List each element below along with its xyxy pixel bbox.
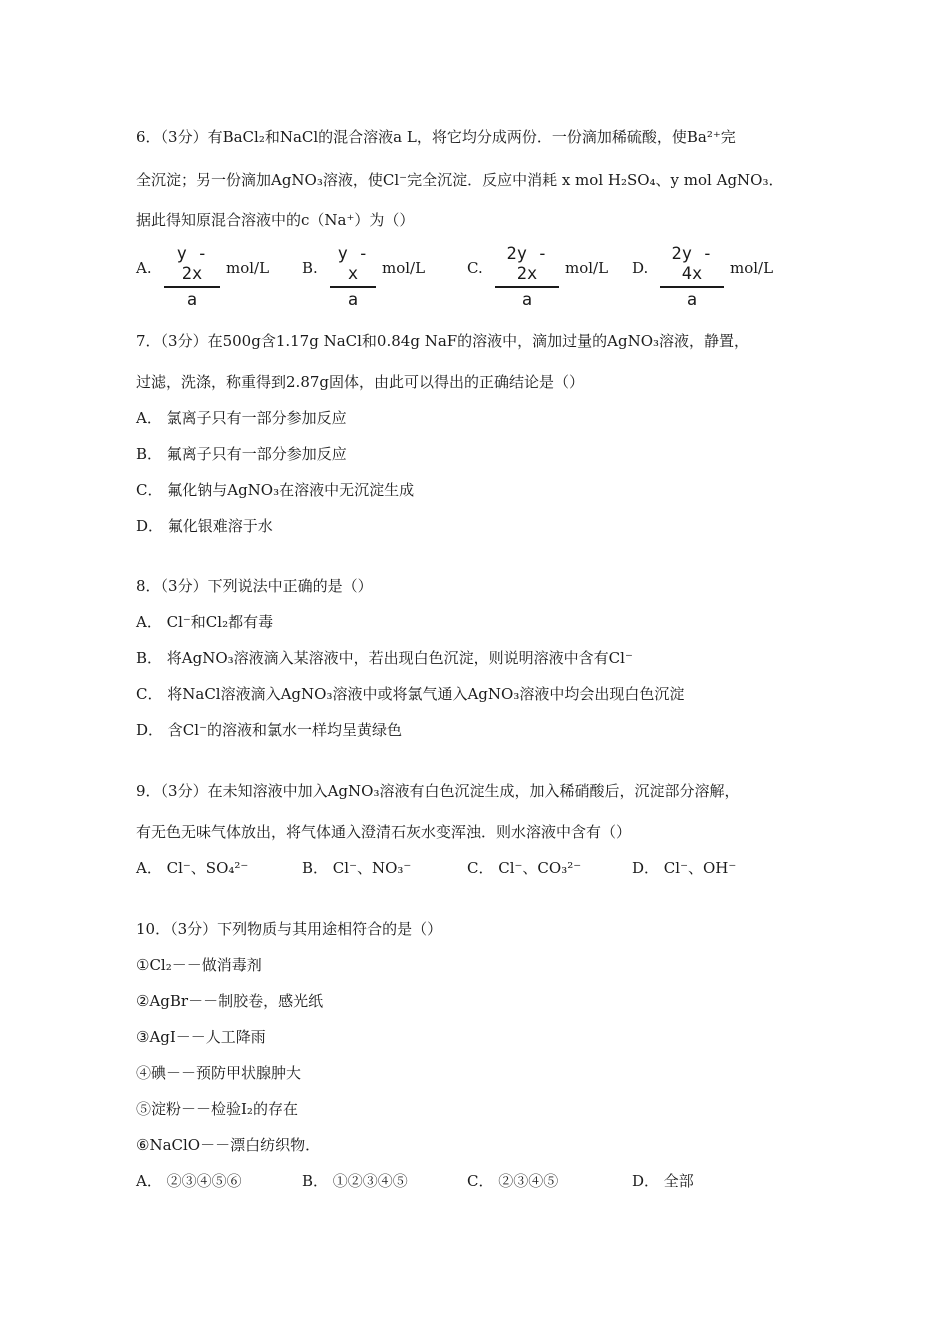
option-label: B. [302,259,318,277]
q9-options [136,858,836,878]
fraction-numerator: y - 2x [176,244,208,284]
option-unit: mol/L [226,259,270,277]
fraction [330,244,376,310]
q10-stem: 10．（3分）下列物质与其用途相符合的是（） [136,920,443,938]
q10-item-4: ④碘－－预防甲状腺肿大 [136,1064,302,1082]
q9-stem-line-1: 9．（3分）在未知溶液中加入AgNO₃溶液有白色沉淀生成，加入稀硝酸后，沉淀部分溶解， [136,782,740,800]
q7-option-b: B． 氟离子只有一部分参加反应 [136,445,347,463]
q7-option-a: A． 氯离子只有一部分参加反应 [136,409,347,427]
q10-item-5: ⑤淀粉－－检验I₂的存在 [136,1100,298,1118]
fraction-denominator: a [347,290,359,310]
q10-item-1: ①Cl₂－－做消毒剂 [136,956,262,974]
option-label: A. [136,259,152,277]
q8-option-a: A． Cl⁻和Cl₂都有毒 [136,613,274,631]
fraction [660,244,724,310]
q9-option-a: A． Cl⁻、SO₄²⁻ [136,859,249,877]
option-label: C. [467,259,483,277]
fraction-denominator: a [186,290,198,310]
q6-options [136,244,836,310]
q10-option-b: B． ①②③④⑤ [302,1172,408,1190]
option-label: D. [632,259,649,277]
fraction-bar [660,286,724,288]
q6-stem-line-1: 6．（3分）有BaCl₂和NaCl的混合溶液a L，将它均分成两份．一份滴加稀硫酸，使Ba²⁺完 [136,128,736,146]
option-unit: mol/L [730,259,774,277]
q6-stem-line-3: 据此得知原混合溶液中的c（Na⁺）为（） [136,211,415,229]
q10-item-6: ⑥NaClO－－漂白纺织物． [136,1136,321,1154]
fraction-numerator: y - x [337,244,369,284]
q9-option-b: B． Cl⁻、NO₃⁻ [302,859,412,877]
q10-option-a: A． ②③④⑤⑥ [136,1172,242,1190]
q9-stem-line-2: 有无色无味气体放出，将气体通入澄清石灰水变浑浊．则水溶液中含有（） [136,823,632,841]
option-unit: mol/L [382,259,426,277]
fraction [164,244,220,310]
q7-option-d: D． 氟化银难溶于水 [136,517,273,535]
fraction-numerator: 2y - 2x [506,244,548,284]
q6-stem-line-2: 全沉淀；另一份滴加AgNO₃溶液，使Cl⁻完全沉淀．反应中消耗 x mol H₂SO₄、y mol AgNO₃． [136,171,784,189]
q10-item-3: ③AgI－－人工降雨 [136,1028,266,1046]
q8-option-b: B． 将AgNO₃溶液滴入某溶液中，若出现白色沉淀，则说明溶液中含有Cl⁻ [136,649,633,667]
fraction-denominator: a [686,290,698,310]
q7-stem-line-2: 过滤，洗涤，称重得到2.87g固体，由此可以得出的正确结论是（） [136,373,585,391]
q8-option-c: C． 将NaCl溶液滴入AgNO₃溶液中或将氯气通入AgNO₃溶液中均会出现白色沉淀 [136,685,685,703]
q9-option-d: D． Cl⁻、OH⁻ [632,859,737,877]
fraction [495,244,559,310]
q10-options [136,1171,836,1191]
fraction-bar [495,286,559,288]
fraction-bar [164,286,220,288]
q7-option-c: C． 氟化钠与AgNO₃在溶液中无沉淀生成 [136,481,415,499]
q10-item-2: ②AgBr－－制胶卷，感光纸 [136,992,324,1010]
fraction-numerator: 2y - 4x [671,244,713,284]
q8-option-d: D． 含Cl⁻的溶液和氯水一样均呈黄绿色 [136,721,402,739]
q10-option-c: C． ②③④⑤ [467,1172,559,1190]
option-unit: mol/L [565,259,609,277]
fraction-denominator: a [521,290,533,310]
q7-stem-line-1: 7．（3分）在500g含1.17g NaCl和0.84g NaF的溶液中，滴加过量的AgNO₃溶液，静置， [136,332,750,350]
q9-option-c: C． Cl⁻、CO₃²⁻ [467,859,582,877]
q10-option-d: D． 全部 [632,1172,694,1190]
q8-stem: 8．（3分）下列说法中正确的是（） [136,577,373,595]
fraction-bar [330,286,376,288]
